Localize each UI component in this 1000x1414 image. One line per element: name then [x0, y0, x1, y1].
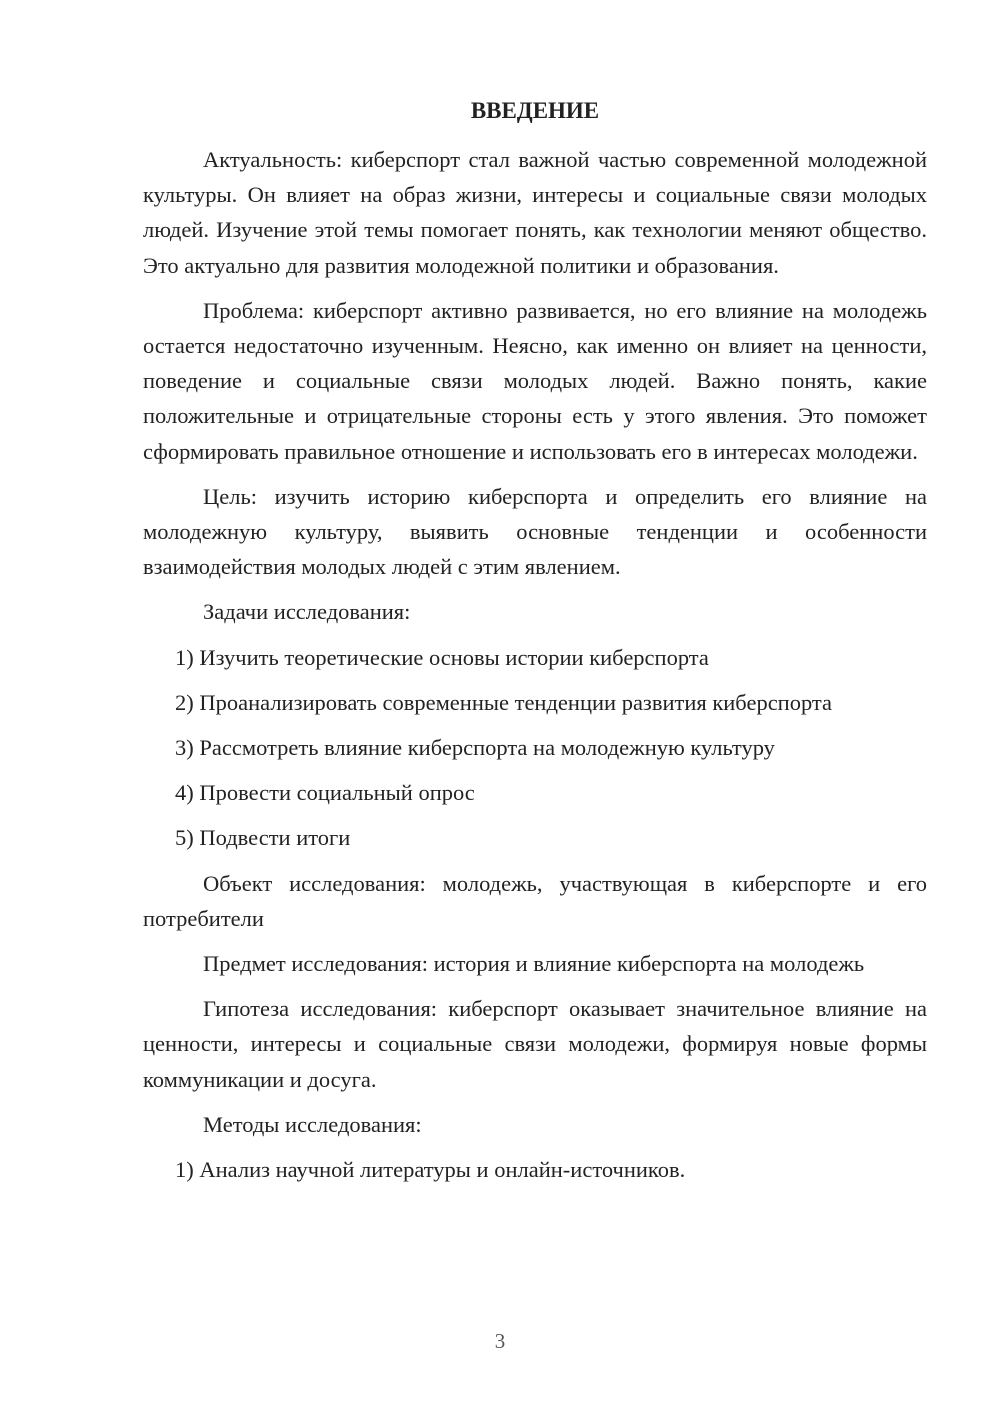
list-item: 1) Анализ научной литературы и онлайн-источников.	[175, 1157, 686, 1183]
problem-paragraph: Проблема: киберспорт активно развивается, но его влияние на молодежь остается недостаточно изученным. Неясно, как именно он влияет на ценности, поведение и социальные связи молодых людей. Важно понять, какие положительные и отрицательные стороны есть у этого явления. Это поможет сформировать правильное отношение и использовать его в интересах молодежи.	[143, 297, 927, 464]
relevance-paragraph: Актуальность: киберспорт стал важной частью современной молодежной культуры. Он влияет на образ жизни, интересы и социальные связи молодых людей. Изучение этой темы помогает понять, как технологии меняют общество. Это актуально для развития молодежной политики и образования.	[143, 147, 927, 278]
subject-paragraph: Предмет исследования: история и влияние киберспорта на молодежь	[203, 951, 865, 977]
list-item: 4) Провести социальный опрос	[175, 780, 475, 806]
object-paragraph: Объект исследования: молодежь, участвующая в киберспорте и его потребители	[143, 870, 927, 931]
tasks-heading: Задачи исследования:	[203, 599, 411, 625]
methods-list	[143, 1152, 927, 1187]
tasks-list	[143, 640, 927, 856]
goal-paragraph: Цель: изучить историю киберспорта и определить его влияние на молодежную культуру, выявить основные тенденции и особенности взаимодействия молодых людей с этим явлением.	[143, 483, 927, 580]
document-page	[143, 94, 927, 1197]
list-item: 2) Проанализировать современные тенденции развития киберспорта	[175, 689, 833, 715]
methods-heading: Методы исследования:	[203, 1111, 422, 1137]
document-title: ВВЕДЕНИЕ	[470, 98, 600, 123]
hypothesis-paragraph: Гипотеза исследования: киберспорт оказывает значительное влияние на ценности, интересы и социальные связи молодежи, формируя новые формы коммуникации и досуга.	[143, 996, 927, 1092]
list-item: 5) Подвести итоги	[175, 825, 351, 851]
page-number: 3	[494, 1329, 506, 1353]
list-item: 3) Рассмотреть влияние киберспорта на молодежную культуру	[175, 735, 775, 761]
list-item: 1) Изучить теоретические основы истории киберспорта	[175, 644, 709, 670]
